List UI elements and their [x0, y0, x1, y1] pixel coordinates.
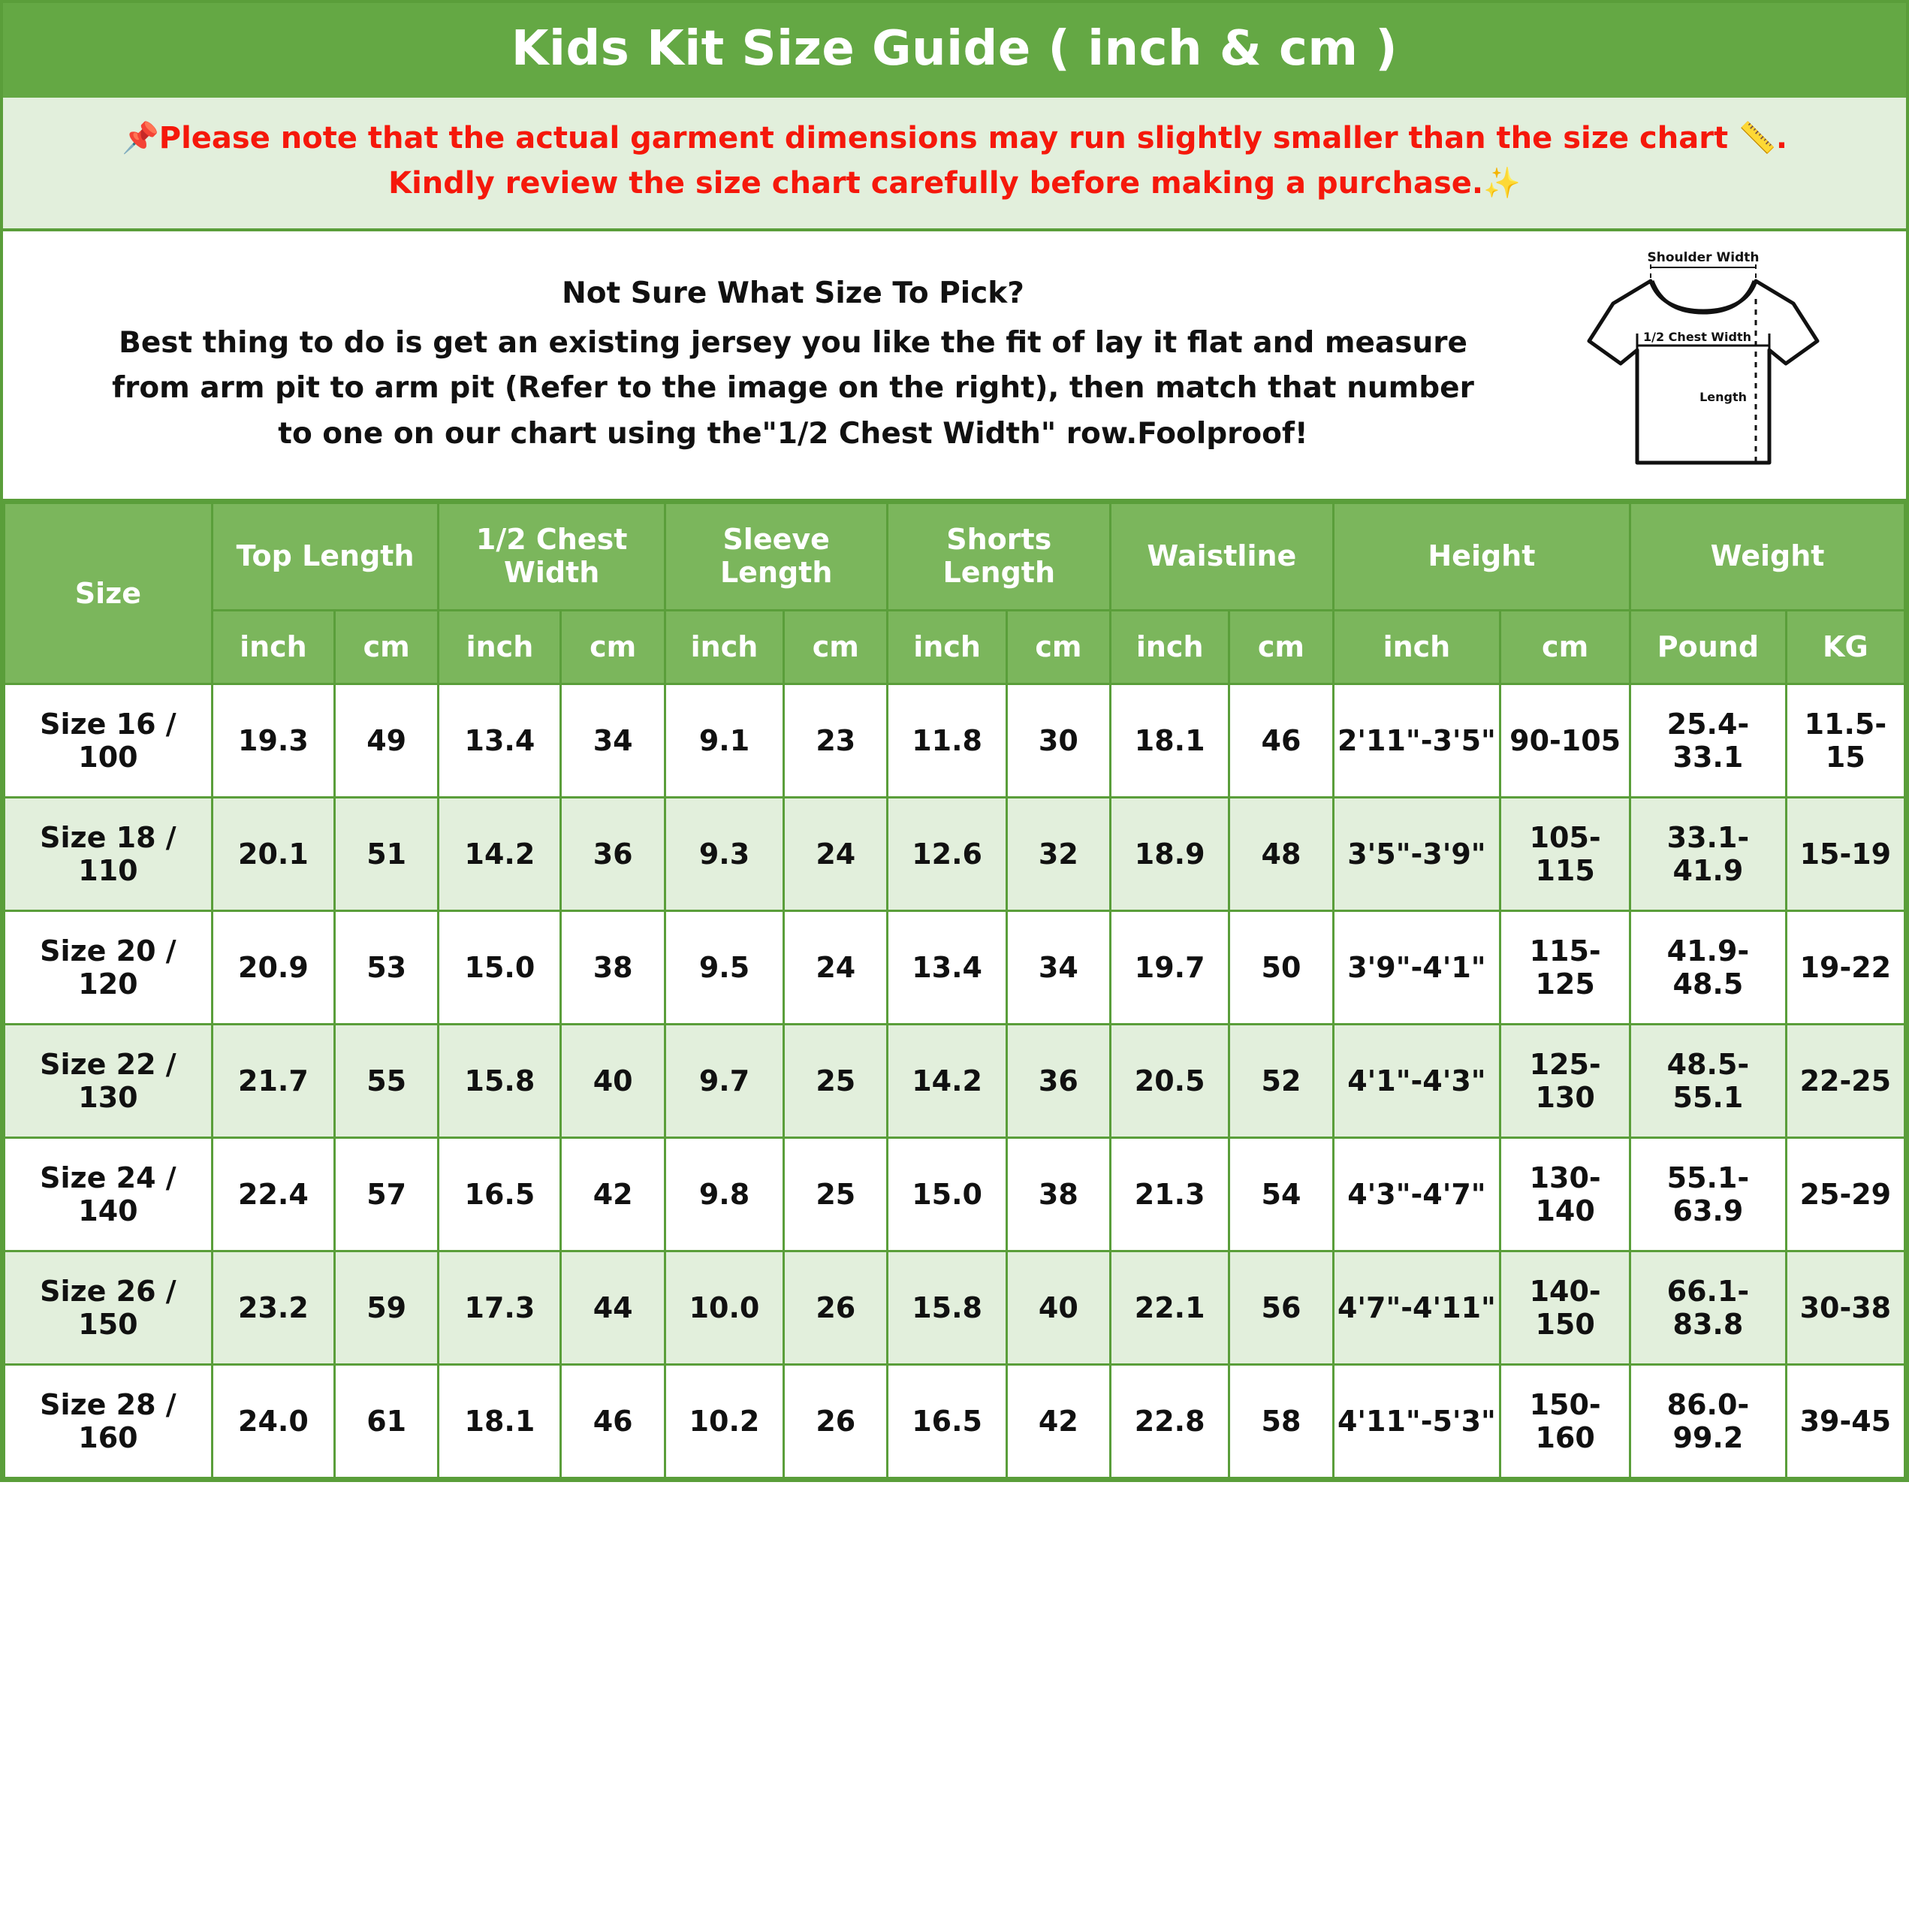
cell-top-length-inch: 20.1: [212, 798, 334, 911]
header-weight: Weight: [1630, 503, 1905, 610]
cell-sleeve-inch: 9.1: [665, 684, 783, 798]
chest-width-label: 1/2 Chest Width: [1643, 330, 1752, 345]
cell-sleeve-inch: 10.0: [665, 1251, 783, 1365]
cell-height-inch: 4'3"-4'7": [1333, 1138, 1500, 1251]
header-shorts-length: Shorts Length: [888, 503, 1111, 610]
unit-weight-pound: Pound: [1630, 610, 1787, 684]
cell-waistline-cm: 58: [1229, 1365, 1333, 1478]
cell-size: Size 28 / 160: [5, 1365, 213, 1478]
shoulder-width-label: Shoulder Width: [1647, 251, 1760, 266]
table-row: [5, 1025, 1905, 1138]
cell-chest-cm: 38: [561, 911, 665, 1025]
cell-chest-inch: 13.4: [439, 684, 561, 798]
header-sleeve-length: Sleeve Length: [665, 503, 888, 610]
cell-shorts-cm: 34: [1006, 911, 1110, 1025]
cell-size: Size 26 / 150: [5, 1251, 213, 1365]
header-waistline: Waistline: [1111, 503, 1334, 610]
cell-chest-cm: 36: [561, 798, 665, 911]
size-chart-table: [3, 502, 1906, 1479]
cell-top-length-cm: 49: [334, 684, 438, 798]
pushpin-icon: 📌: [121, 121, 159, 156]
cell-sleeve-inch: 9.5: [665, 911, 783, 1025]
cell-height-cm: 105-115: [1500, 798, 1630, 911]
cell-chest-inch: 17.3: [439, 1251, 561, 1365]
measuring-help-line-1: Best thing to do is get an existing jersey you like the fit of lay it flat and measure: [119, 325, 1467, 360]
cell-weight-pound: 33.1-41.9: [1630, 798, 1787, 911]
notice-line-2: [26, 161, 1883, 206]
notice-line-1: [26, 116, 1883, 161]
cell-shorts-inch: 11.8: [888, 684, 1006, 798]
cell-sleeve-cm: 24: [784, 798, 888, 911]
cell-height-cm: 90-105: [1500, 684, 1630, 798]
cell-weight-kg: 19-22: [1786, 911, 1904, 1025]
cell-waistline-cm: 56: [1229, 1251, 1333, 1365]
cell-chest-cm: 46: [561, 1365, 665, 1478]
cell-waistline-cm: 52: [1229, 1025, 1333, 1138]
cell-chest-inch: 14.2: [439, 798, 561, 911]
cell-chest-cm: 42: [561, 1138, 665, 1251]
cell-height-cm: 150-160: [1500, 1365, 1630, 1478]
cell-weight-kg: 11.5-15: [1786, 684, 1904, 798]
cell-chest-inch: 15.8: [439, 1025, 561, 1138]
cell-top-length-inch: 22.4: [212, 1138, 334, 1251]
cell-weight-kg: 15-19: [1786, 798, 1904, 911]
sparkles-icon: ✨: [1483, 166, 1521, 201]
cell-height-cm: 140-150: [1500, 1251, 1630, 1365]
measuring-help-text: [18, 271, 1546, 457]
cell-top-length-inch: 21.7: [212, 1025, 334, 1138]
notice-text-1-end: .: [1775, 121, 1788, 156]
cell-waistline-inch: 22.8: [1111, 1365, 1229, 1478]
cell-height-cm: 115-125: [1500, 911, 1630, 1025]
cell-weight-pound: 25.4-33.1: [1630, 684, 1787, 798]
header-half-chest-width: 1/2 Chest Width: [439, 503, 665, 610]
cell-top-length-inch: 23.2: [212, 1251, 334, 1365]
group-header-row: [5, 503, 1905, 610]
cell-waistline-cm: 54: [1229, 1138, 1333, 1251]
cell-top-length-cm: 57: [334, 1138, 438, 1251]
unit-top-length-cm: cm: [334, 610, 438, 684]
cell-weight-kg: 25-29: [1786, 1138, 1904, 1251]
cell-size: Size 22 / 130: [5, 1025, 213, 1138]
cell-top-length-inch: 24.0: [212, 1365, 334, 1478]
unit-waistline-cm: cm: [1229, 610, 1333, 684]
ruler-icon: 📏: [1739, 121, 1776, 156]
cell-weight-pound: 66.1-83.8: [1630, 1251, 1787, 1365]
unit-chest-cm: cm: [561, 610, 665, 684]
cell-sleeve-inch: 9.8: [665, 1138, 783, 1251]
cell-sleeve-inch: 10.2: [665, 1365, 783, 1478]
header-height: Height: [1333, 503, 1630, 610]
notice-text-2: Kindly review the size chart carefully before making a purchase.: [388, 166, 1484, 201]
cell-size: Size 20 / 120: [5, 911, 213, 1025]
cell-height-cm: 130-140: [1500, 1138, 1630, 1251]
page-title: Kids Kit Size Guide ( inch & cm ): [511, 21, 1398, 77]
cell-shorts-inch: 14.2: [888, 1025, 1006, 1138]
cell-size: Size 18 / 110: [5, 798, 213, 911]
cell-waistline-inch: 22.1: [1111, 1251, 1229, 1365]
unit-header-row: [5, 610, 1905, 684]
header-top-length: Top Length: [212, 503, 439, 610]
length-label: Length: [1699, 390, 1747, 405]
cell-sleeve-cm: 25: [784, 1025, 888, 1138]
cell-shorts-inch: 15.8: [888, 1251, 1006, 1365]
cell-shorts-cm: 36: [1006, 1025, 1110, 1138]
unit-shorts-inch: inch: [888, 610, 1006, 684]
cell-height-inch: 2'11"-3'5": [1333, 684, 1500, 798]
table-row: [5, 1251, 1905, 1365]
cell-weight-pound: 41.9-48.5: [1630, 911, 1787, 1025]
cell-waistline-inch: 18.9: [1111, 798, 1229, 911]
cell-shorts-cm: 42: [1006, 1365, 1110, 1478]
cell-chest-inch: 15.0: [439, 911, 561, 1025]
measuring-help-line-2: from arm pit to arm pit (Refer to the image on the right), then match that number: [112, 371, 1474, 406]
cell-sleeve-cm: 23: [784, 684, 888, 798]
cell-top-length-cm: 51: [334, 798, 438, 911]
unit-sleeve-cm: cm: [784, 610, 888, 684]
cell-height-inch: 3'9"-4'1": [1333, 911, 1500, 1025]
cell-sleeve-inch: 9.7: [665, 1025, 783, 1138]
cell-waistline-cm: 46: [1229, 684, 1333, 798]
cell-weight-pound: 48.5-55.1: [1630, 1025, 1787, 1138]
cell-top-length-inch: 19.3: [212, 684, 334, 798]
cell-waistline-cm: 50: [1229, 911, 1333, 1025]
unit-height-inch: inch: [1333, 610, 1500, 684]
cell-sleeve-cm: 26: [784, 1365, 888, 1478]
unit-waistline-inch: inch: [1111, 610, 1229, 684]
unit-weight-kg: KG: [1786, 610, 1904, 684]
measuring-help-section: [3, 231, 1906, 502]
cell-waistline-cm: 48: [1229, 798, 1333, 911]
cell-shorts-cm: 32: [1006, 798, 1110, 911]
cell-height-inch: 4'7"-4'11": [1333, 1251, 1500, 1365]
cell-weight-pound: 86.0-99.2: [1630, 1365, 1787, 1478]
cell-weight-pound: 55.1-63.9: [1630, 1138, 1787, 1251]
table-body: [5, 684, 1905, 1478]
cell-height-inch: 3'5"-3'9": [1333, 798, 1500, 911]
cell-weight-kg: 39-45: [1786, 1365, 1904, 1478]
cell-height-inch: 4'1"-4'3": [1333, 1025, 1500, 1138]
cell-chest-cm: 34: [561, 684, 665, 798]
cell-shorts-inch: 16.5: [888, 1365, 1006, 1478]
cell-waistline-inch: 20.5: [1111, 1025, 1229, 1138]
table-row: [5, 1138, 1905, 1251]
table-group-header: [5, 503, 1905, 684]
cell-shorts-inch: 15.0: [888, 1138, 1006, 1251]
unit-sleeve-inch: inch: [665, 610, 783, 684]
unit-chest-inch: inch: [439, 610, 561, 684]
cell-waistline-inch: 18.1: [1111, 684, 1229, 798]
notice-band: [3, 98, 1906, 231]
cell-chest-inch: 16.5: [439, 1138, 561, 1251]
cell-weight-kg: 22-25: [1786, 1025, 1904, 1138]
unit-shorts-cm: cm: [1006, 610, 1110, 684]
cell-top-length-cm: 53: [334, 911, 438, 1025]
notice-text-1: Please note that the actual garment dimensions may run slightly smaller than the size chart: [158, 121, 1729, 156]
cell-chest-cm: 40: [561, 1025, 665, 1138]
cell-top-length-cm: 59: [334, 1251, 438, 1365]
cell-chest-inch: 18.1: [439, 1365, 561, 1478]
unit-top-length-inch: inch: [212, 610, 334, 684]
cell-sleeve-cm: 25: [784, 1138, 888, 1251]
cell-chest-cm: 44: [561, 1251, 665, 1365]
unit-height-cm: cm: [1500, 610, 1630, 684]
cell-height-cm: 125-130: [1500, 1025, 1630, 1138]
cell-height-inch: 4'11"-5'3": [1333, 1365, 1500, 1478]
measuring-help-heading: Not Sure What Size To Pick?: [562, 276, 1024, 310]
cell-waistline-inch: 19.7: [1111, 911, 1229, 1025]
cell-top-length-cm: 61: [334, 1365, 438, 1478]
cell-top-length-inch: 20.9: [212, 911, 334, 1025]
cell-shorts-inch: 12.6: [888, 798, 1006, 911]
table-row: [5, 798, 1905, 911]
cell-sleeve-cm: 26: [784, 1251, 888, 1365]
cell-shorts-inch: 13.4: [888, 911, 1006, 1025]
cell-weight-kg: 30-38: [1786, 1251, 1904, 1365]
cell-sleeve-cm: 24: [784, 911, 888, 1025]
cell-size: Size 24 / 140: [5, 1138, 213, 1251]
cell-shorts-cm: 30: [1006, 684, 1110, 798]
cell-sleeve-inch: 9.3: [665, 798, 783, 911]
title-bar: [3, 3, 1906, 98]
tshirt-icon: [1568, 251, 1838, 476]
table-row: [5, 1365, 1905, 1478]
table-row: [5, 911, 1905, 1025]
cell-shorts-cm: 38: [1006, 1138, 1110, 1251]
table-row: [5, 684, 1905, 798]
tshirt-measurement-diagram: [1546, 251, 1891, 476]
measuring-help-line-3: to one on our chart using the"1/2 Chest Width" row.Foolproof!: [278, 416, 1308, 451]
cell-waistline-inch: 21.3: [1111, 1138, 1229, 1251]
cell-size: Size 16 / 100: [5, 684, 213, 798]
cell-top-length-cm: 55: [334, 1025, 438, 1138]
header-size: Size: [5, 503, 213, 684]
cell-shorts-cm: 40: [1006, 1251, 1110, 1365]
